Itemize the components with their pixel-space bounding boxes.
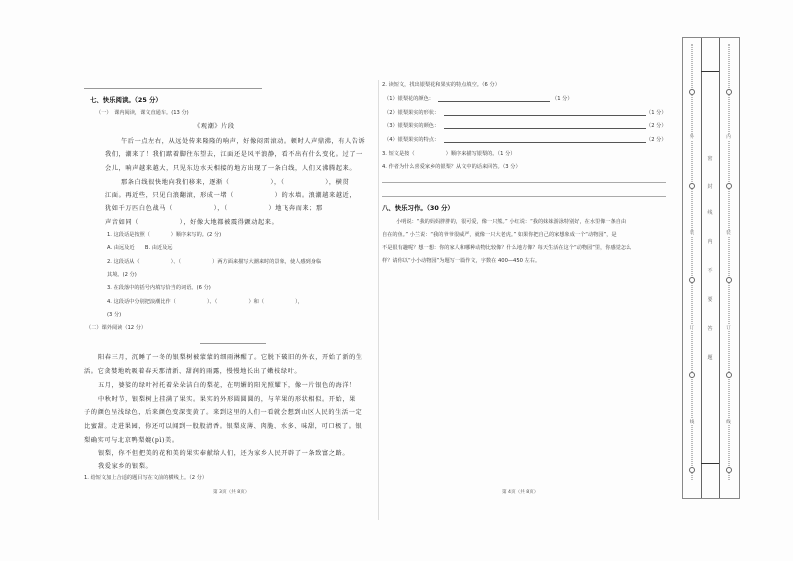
prompt-line: 不是很有趣呢？想一想：你的家人和哪种动物比较像？什么地方像？每天生活在这个“动物园”里，你感觉怎么 bbox=[382, 245, 632, 251]
answer-line[interactable] bbox=[382, 182, 666, 183]
passage-line: 江面。再近些，只见白浪翻滚，形成一堵（ ）的水墙。浪潮越来越近， bbox=[105, 192, 357, 199]
question: 2. 读短文，找出银梨花和果实的特点填空。（6 分） bbox=[382, 82, 500, 88]
ring-icon bbox=[726, 467, 732, 473]
question: 3. 短文是按（ ）顺序来描写银梨的。（1 分） bbox=[382, 151, 516, 157]
passage2-line: 子的颜色呈浅绿色，后来颜色变深变黄了。来到这里的人们一看就会想到山区人民的生活一定 bbox=[84, 409, 363, 416]
answer-line[interactable] bbox=[382, 196, 666, 197]
seal-mark: 线 bbox=[689, 420, 695, 425]
passage2-line: 中秋时节，银梨树上挂满了果实。果实的外形圆圆圆的，与苹果的形状相似。开始，果 bbox=[98, 396, 356, 403]
question-options: A. 由远及近 B. 由近及远 bbox=[107, 245, 173, 251]
seal-mark: 装 bbox=[726, 231, 731, 236]
seal-text-char: 题 bbox=[707, 355, 713, 361]
question: 2. 这段话从（ ）、（ ）两方面来描写大潮来时的景象，使人感到身临 bbox=[107, 259, 322, 265]
ring-icon bbox=[689, 372, 695, 378]
page-footer: 第 3页（共 8页） bbox=[213, 490, 250, 495]
passage2-line: 阳春三月，沉睡了一冬的银梨树被蒙蒙的细雨淋醒了。它脱下破旧的外衣，开始了新的生 bbox=[98, 354, 363, 361]
seal-mark: 外 bbox=[689, 135, 695, 140]
question: 4. 作者为什么喜爱家乡的银梨？从文中的话来回答。（3 分） bbox=[382, 164, 521, 170]
part2-label: （二）课外阅读（12 分） bbox=[86, 325, 147, 331]
seal-text-char: 不 bbox=[707, 268, 713, 274]
binding-strip bbox=[682, 37, 740, 499]
score: （1 分） bbox=[646, 110, 667, 116]
seal-text-char: 线 bbox=[707, 210, 713, 216]
seal-text-char: 要 bbox=[707, 297, 713, 303]
passage2-line: 活。它贪婪地吮吸着春天那清新、甜润的雨露，慢慢地长出了嫩枝绿叶。 bbox=[84, 368, 302, 375]
question-score: (3 分) bbox=[107, 312, 122, 318]
seal-text-char: 密 bbox=[707, 156, 713, 162]
section8-title: 八、快乐习作。（30 分） bbox=[382, 204, 454, 212]
passage-line: 午后一点左右，从远处传来隆隆的响声，好像闷雷滚动。顿时人声鼎沸，有人告诉 bbox=[121, 138, 366, 145]
passage2-line: 梨确实可与北京鸭梨媲(pì)美。 bbox=[84, 437, 179, 444]
ring-icon bbox=[689, 467, 695, 473]
prompt-line: 小明说：“我的妈妈胖胖的，很可爱，像一只熊。” 小红说：“我的妹妹游泳特别好，在水里像一条自由 bbox=[396, 219, 627, 225]
sub-question-label: （4）银梨果实的特点： bbox=[384, 137, 440, 143]
passage-line: 那条白线很快地向我们移来，逐渐（ ），（ ），横贯 bbox=[121, 179, 350, 186]
answer-line[interactable] bbox=[444, 142, 646, 143]
score: （2 分） bbox=[646, 137, 667, 143]
sub-question-label: （2）银梨果实的形状： bbox=[384, 110, 440, 116]
passage2-line: 比蜜甜。走进果园，你还可以闻到一股股清香。银梨皮薄、肉脆、水多、味甜，可口极了。银 bbox=[84, 423, 363, 430]
sub-question-label: （3）银梨果实的颜色： bbox=[384, 123, 440, 129]
seal-mark: 线 bbox=[726, 420, 731, 425]
inner-seal-column bbox=[719, 38, 738, 498]
seal-text-char: 内 bbox=[707, 239, 713, 245]
page-footer: 第 4页（共 8页） bbox=[502, 490, 539, 495]
ring-icon bbox=[689, 89, 695, 95]
question: 3. 在段落中的括号内填写恰当的词语。(6 分) bbox=[107, 285, 211, 291]
seal-mark: 订 bbox=[689, 326, 695, 331]
ring-icon bbox=[726, 183, 732, 189]
seal-text-char: 答 bbox=[707, 326, 713, 332]
score: （1 分） bbox=[552, 96, 573, 102]
question: 1. 给短文加上合适的题目写在文前的横线上。（2 分） bbox=[84, 475, 208, 481]
passage-line: 声音如同（ ），好像大地都被震得颤动起来。 bbox=[105, 219, 279, 226]
prompt-line: 样？请你以“小小动物园”为题写一篇作文，字数在 400—450 左右。 bbox=[382, 258, 541, 264]
article-title-blank bbox=[200, 343, 266, 344]
outer-seal-column bbox=[683, 38, 702, 498]
seal-mark: 装 bbox=[689, 231, 695, 236]
seal-mark: 内 bbox=[726, 135, 731, 140]
ring-icon bbox=[726, 277, 732, 283]
question: 4. 这段话中分别把浪潮比作（ ）、（ ）和（ ）， bbox=[107, 299, 303, 305]
ring-icon bbox=[726, 89, 732, 95]
middle-seal-column bbox=[701, 38, 720, 498]
ring-icon bbox=[689, 183, 695, 189]
question: 1. 这段话是按照（ ）顺序来写的。(2 分) bbox=[107, 232, 222, 238]
answer-line[interactable] bbox=[444, 115, 646, 116]
passage2-line: 银梨，你不但把美的花和美的果实奉献给人们，还为家乡人民开辟了一条致富之路。 bbox=[98, 450, 350, 457]
part1-label: （一） 课内阅读，课文直通车。(13 分) bbox=[96, 110, 189, 116]
ring-icon bbox=[689, 277, 695, 283]
passage2-line: 五月，婆娑的绿叶衬托着朵朵洁白的梨花，在明媚的阳光照耀下，像一片银色的海洋！ bbox=[98, 382, 356, 389]
answer-line[interactable] bbox=[438, 101, 550, 102]
passage-line: 会儿，响声越来越大，只见东边水天相接的地方出现了一条白线，人们又沸腾起来。 bbox=[105, 165, 357, 172]
prompt-line: 自在的鱼。” 小兰说：“我的爷爷很威严，就像一只大老虎。” 如果你把自己的家想象成一个“动物园”，是 bbox=[382, 232, 617, 238]
question-cont: 其境。(2 分) bbox=[107, 272, 137, 278]
section7-title: 七、快乐阅读。（25 分） bbox=[90, 96, 162, 104]
sub-question-label: （1）银梨花的颜色： bbox=[384, 96, 434, 102]
answer-line[interactable] bbox=[444, 128, 646, 129]
seal-text-char: 封 bbox=[707, 184, 713, 190]
score: （2 分） bbox=[646, 123, 667, 129]
passage-line: 犹如千万匹白色战马（ ），（ ）地飞奔而来；那 bbox=[105, 205, 323, 212]
page-divider bbox=[378, 80, 379, 520]
title-blank-line bbox=[84, 88, 262, 89]
passage-line: 我们，潮来了！我们踮着脚往东望去，江面还是风平浪静，看不出有什么变化。过了一 bbox=[105, 151, 363, 158]
passage-title: 《观潮》片段 bbox=[194, 123, 235, 130]
passage2-line: 我爱家乡的银梨。 bbox=[98, 463, 153, 470]
seal-mark: 订 bbox=[726, 326, 731, 331]
ring-icon bbox=[726, 372, 732, 378]
